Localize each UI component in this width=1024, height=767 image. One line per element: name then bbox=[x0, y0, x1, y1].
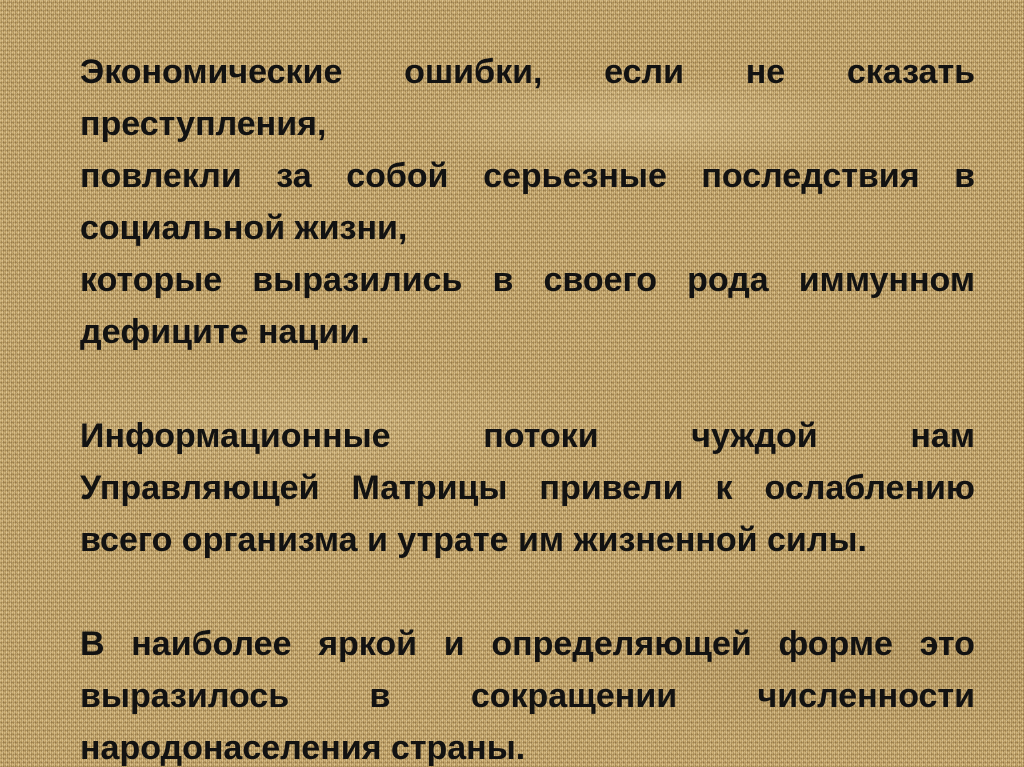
text-line bbox=[80, 410, 975, 462]
paragraph bbox=[80, 254, 975, 358]
word: привели bbox=[539, 469, 684, 507]
word: Информационные bbox=[80, 417, 391, 455]
word: если bbox=[604, 53, 684, 91]
word: яркой bbox=[318, 625, 418, 663]
slide-text-block bbox=[80, 46, 975, 767]
text-line bbox=[80, 150, 975, 202]
word: форме bbox=[778, 625, 893, 663]
paragraph bbox=[80, 46, 975, 150]
text-line: всего организма и утрате им жизненной силы. bbox=[80, 521, 867, 559]
paragraph bbox=[80, 150, 975, 254]
word: Экономические bbox=[80, 53, 343, 91]
word: повлекли bbox=[80, 157, 242, 195]
word: иммунном bbox=[798, 261, 975, 299]
word: в bbox=[369, 677, 391, 715]
word: ошибки, bbox=[404, 53, 543, 91]
word: своего bbox=[543, 261, 658, 299]
word: потоки bbox=[483, 417, 599, 455]
text-line bbox=[80, 618, 975, 670]
paragraph bbox=[80, 618, 975, 767]
word: последствия bbox=[701, 157, 920, 195]
word: Управляющей bbox=[80, 469, 320, 507]
word: В bbox=[80, 625, 105, 663]
text-line bbox=[80, 46, 975, 98]
word: сказать bbox=[846, 53, 975, 91]
word: серьезные bbox=[483, 157, 667, 195]
paragraph bbox=[80, 410, 975, 566]
word: наиболее bbox=[131, 625, 292, 663]
word: это bbox=[919, 625, 975, 663]
word: к bbox=[715, 469, 733, 507]
word: чуждой bbox=[691, 417, 818, 455]
word: сокращении bbox=[470, 677, 678, 715]
word: в bbox=[492, 261, 514, 299]
word: в bbox=[954, 157, 975, 195]
word: численности bbox=[757, 677, 975, 715]
word: не bbox=[745, 53, 786, 91]
word: выразилось bbox=[80, 677, 290, 715]
text-line: преступления, bbox=[80, 105, 327, 143]
text-line: дефиците нации. bbox=[80, 313, 370, 351]
text-line bbox=[80, 462, 975, 514]
paragraph-spacer bbox=[80, 358, 975, 410]
text-line: народонаселения страны. bbox=[80, 729, 526, 767]
word: Матрицы bbox=[351, 469, 508, 507]
word: и bbox=[443, 625, 465, 663]
word: собой bbox=[346, 157, 449, 195]
word: за bbox=[276, 157, 312, 195]
text-line: социальной жизни, bbox=[80, 209, 408, 247]
word: определяющей bbox=[491, 625, 752, 663]
word: выразились bbox=[252, 261, 463, 299]
text-line bbox=[80, 670, 975, 722]
word: которые bbox=[80, 261, 223, 299]
text-line bbox=[80, 254, 975, 306]
word: нам bbox=[910, 417, 975, 455]
word: рода bbox=[687, 261, 769, 299]
word: ослаблению bbox=[764, 469, 975, 507]
paragraph-spacer bbox=[80, 566, 975, 618]
